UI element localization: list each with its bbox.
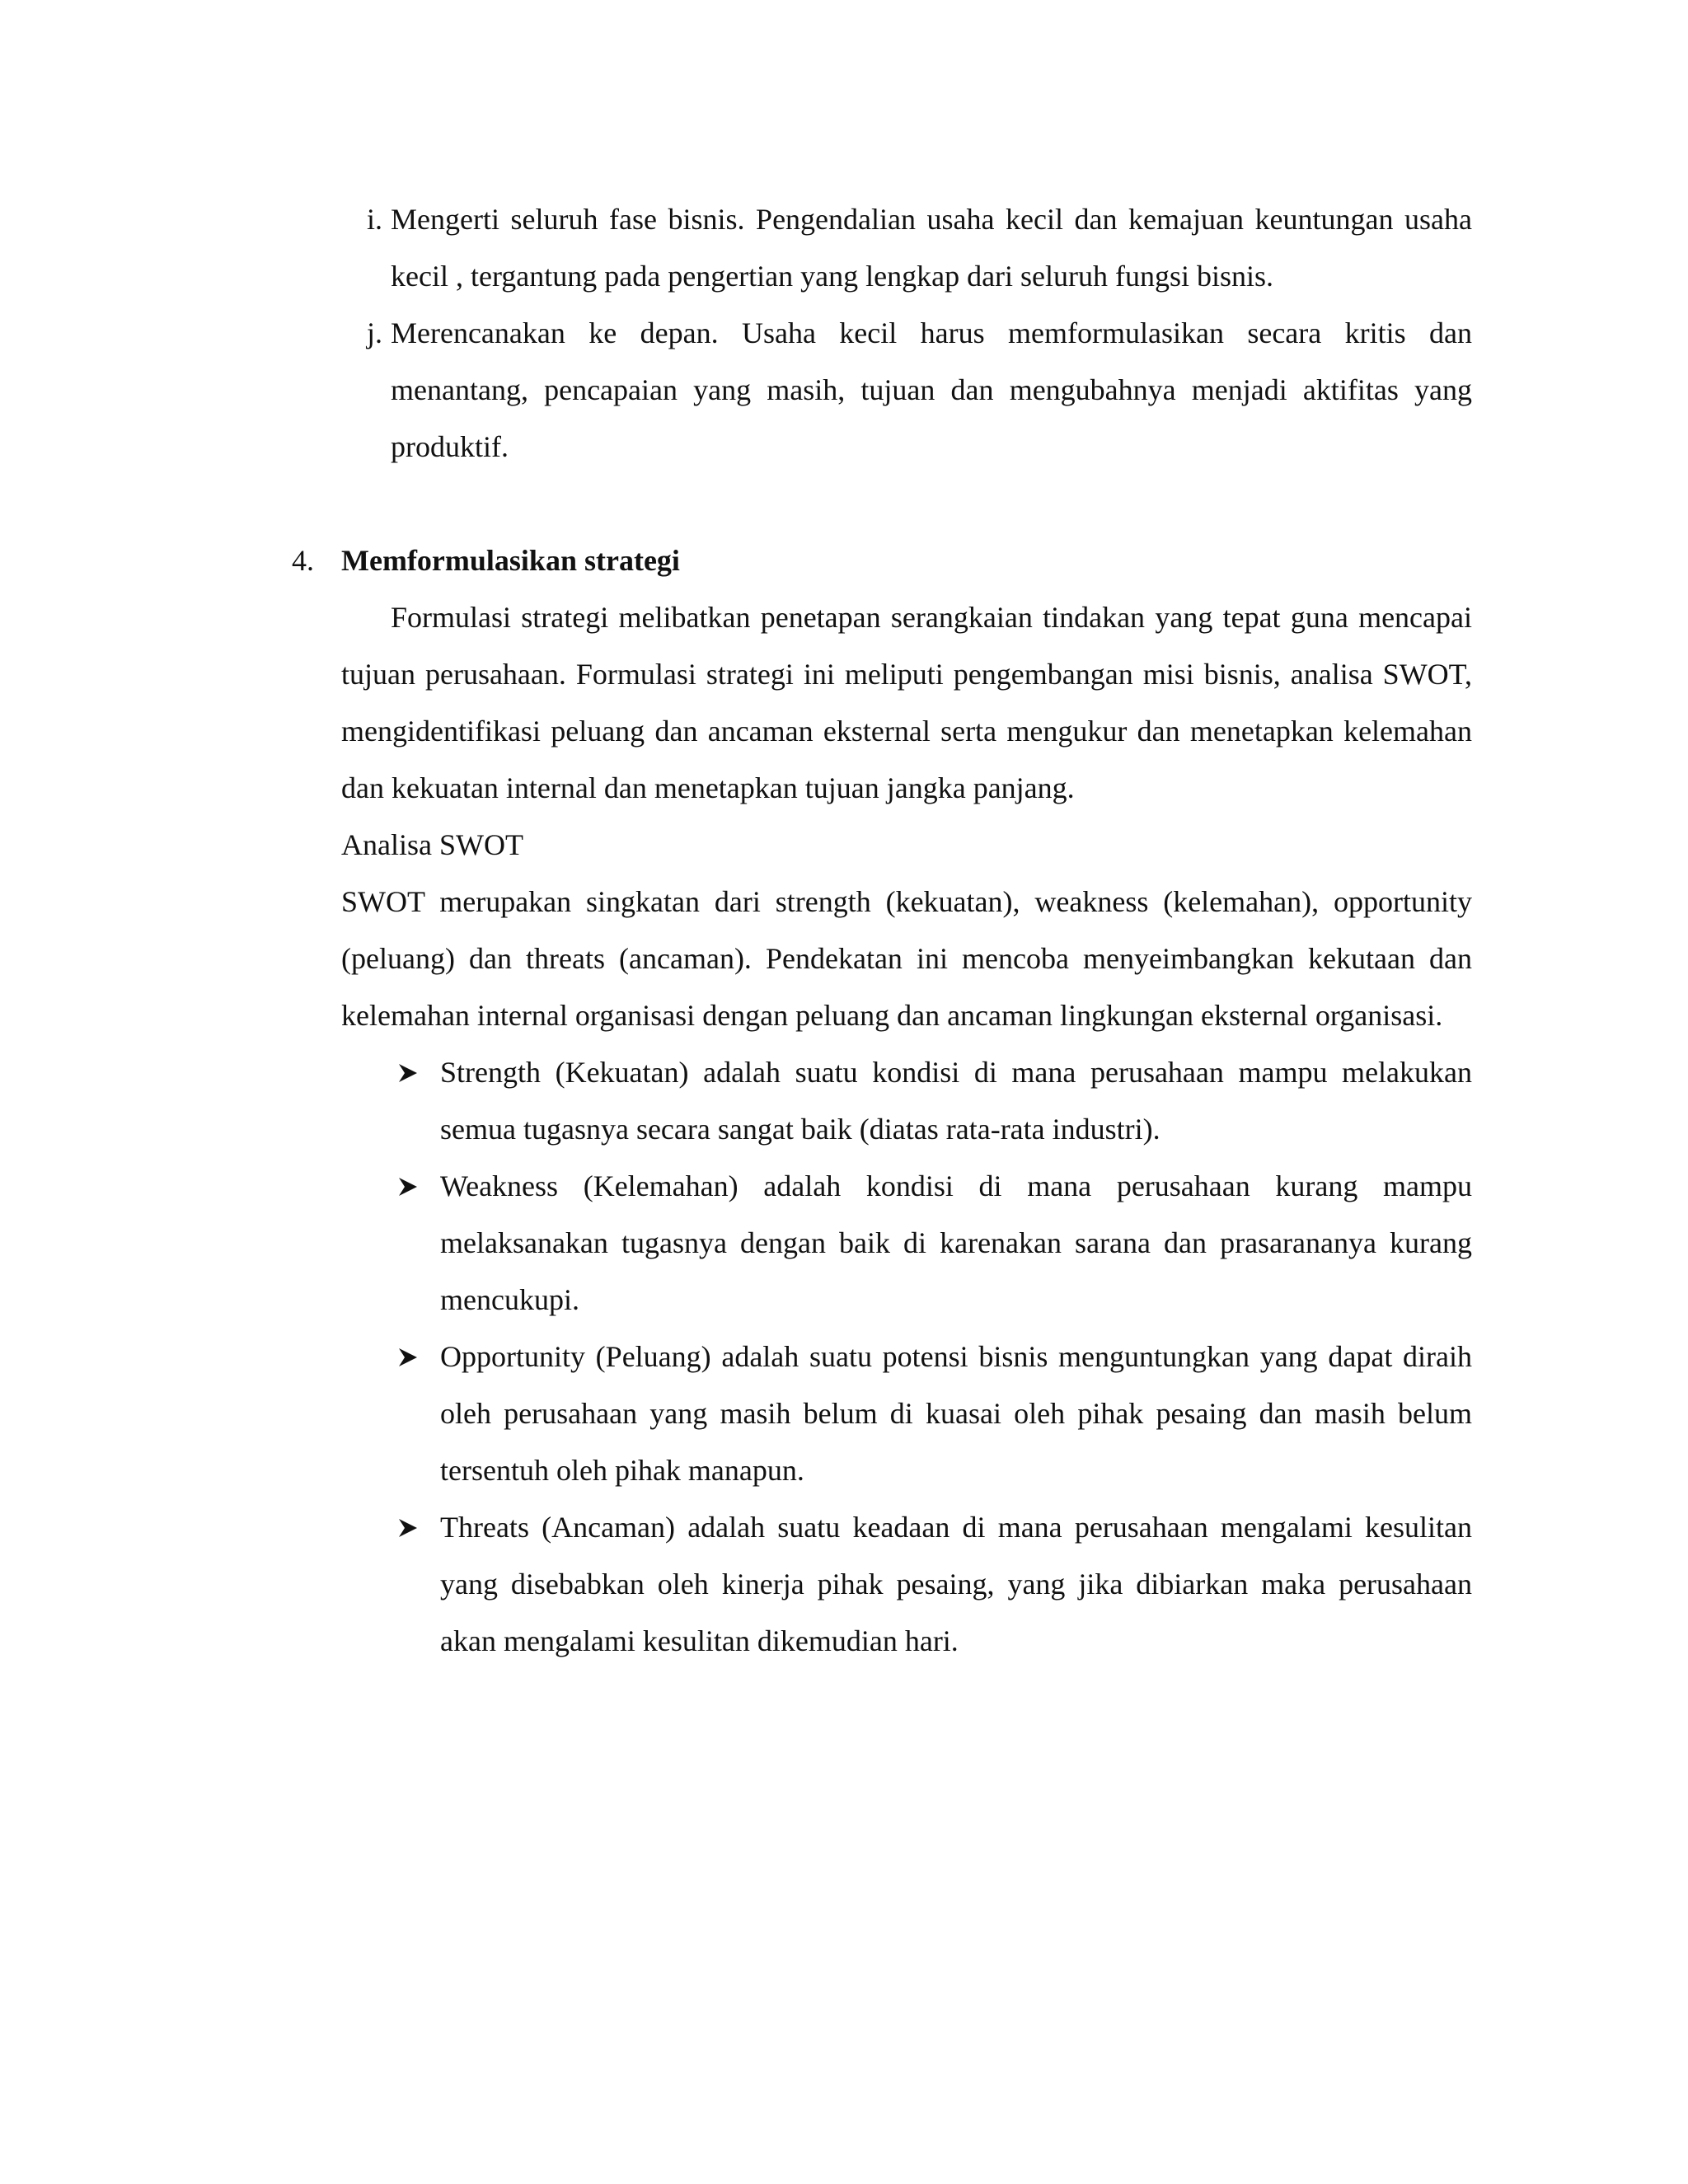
bullet-text: Opportunity (Peluang) adalah suatu potensi bisnis menguntungkan yang dapat diraih oleh perusahaan yang masih belum di kuasai oleh pihak pesaing dan masih belum tersentuh oleh pihak manapun. [440, 1340, 1472, 1487]
section-title: Memformulasikan strategi [341, 544, 680, 577]
bullet-text: Threats (Ancaman) adalah suatu keadaan di mana perusahaan mengalami kesulitan yang disebabkan oleh kinerja pihak pesaing, yang jika dibiarkan maka perusahaan akan mengalami kesulitan dikemudian hari. [440, 1511, 1472, 1657]
bullet-item-opportunity [341, 1329, 1472, 1499]
sub-list-marker: i. [366, 203, 382, 236]
arrowhead-bullet-icon [391, 1499, 424, 1556]
swot-paragraph: SWOT merupakan singkatan dari strength (kekuatan), weakness (kelemahan), opportunity (peluang) dan threats (ancaman). Pendekatan ini mencoba menyeimbangkan kekutaan dan kelemahan internal organisasi dengan peluang dan ancaman lingkungan eksternal organisasi. [341, 885, 1472, 1032]
section-number: 4. [292, 544, 314, 577]
bullet-item-threats [341, 1499, 1472, 1670]
swot-subheading: Analisa SWOT [341, 828, 523, 861]
bullet-text: Strength (Kekuatan) adalah suatu kondisi di mana perusahaan mampu melakukan semua tugasnya secara sangat baik (diatas rata-rata industri). [440, 1056, 1472, 1146]
bullet-text: Weakness (Kelemahan) adalah kondisi di mana perusahaan kurang mampu melaksanakan tugasnya dengan baik di karenakan sarana dan prasarananya kurang mencukupi. [440, 1169, 1472, 1316]
sub-list-text: Merencanakan ke depan. Usaha kecil harus memformulasikan secara kritis dan menantang, pencapaian yang masih, tujuan dan mengubahnya menjadi aktifitas yang produktif. [391, 316, 1472, 463]
bullet-item-strength [341, 1044, 1472, 1158]
sub-list-marker: j. [366, 316, 382, 349]
spacer [341, 476, 1472, 532]
swot-bullet-list [341, 1044, 1472, 1670]
intro-paragraph: Formulasi strategi melibatkan penetapan serangkaian tindakan yang tepat guna mencapai tujuan perusahaan. Formulasi strategi ini meliputi pengembangan misi bisnis, analisa SWOT, mengidentifikasi peluang dan ancaman eksternal serta mengukur dan menetapkan kelemahan dan kekuatan internal dan menetapkan tujuan jangka panjang. [341, 601, 1472, 804]
arrowhead-bullet-icon [391, 1158, 424, 1215]
section-heading [292, 532, 1472, 589]
bullet-item-weakness [341, 1158, 1472, 1329]
sub-list-item-i [341, 191, 1472, 305]
page-content [292, 191, 1472, 1670]
sub-list-text: Mengerti seluruh fase bisnis. Pengendalian usaha kecil dan kemajuan keuntungan usaha kecil , tergantung pada pengertian yang lengkap dari seluruh fungsi bisnis. [391, 203, 1472, 293]
arrowhead-bullet-icon [391, 1044, 424, 1101]
sub-list-continuation [341, 191, 1472, 476]
sub-list-item-j [341, 305, 1472, 476]
arrowhead-bullet-icon [391, 1329, 424, 1385]
